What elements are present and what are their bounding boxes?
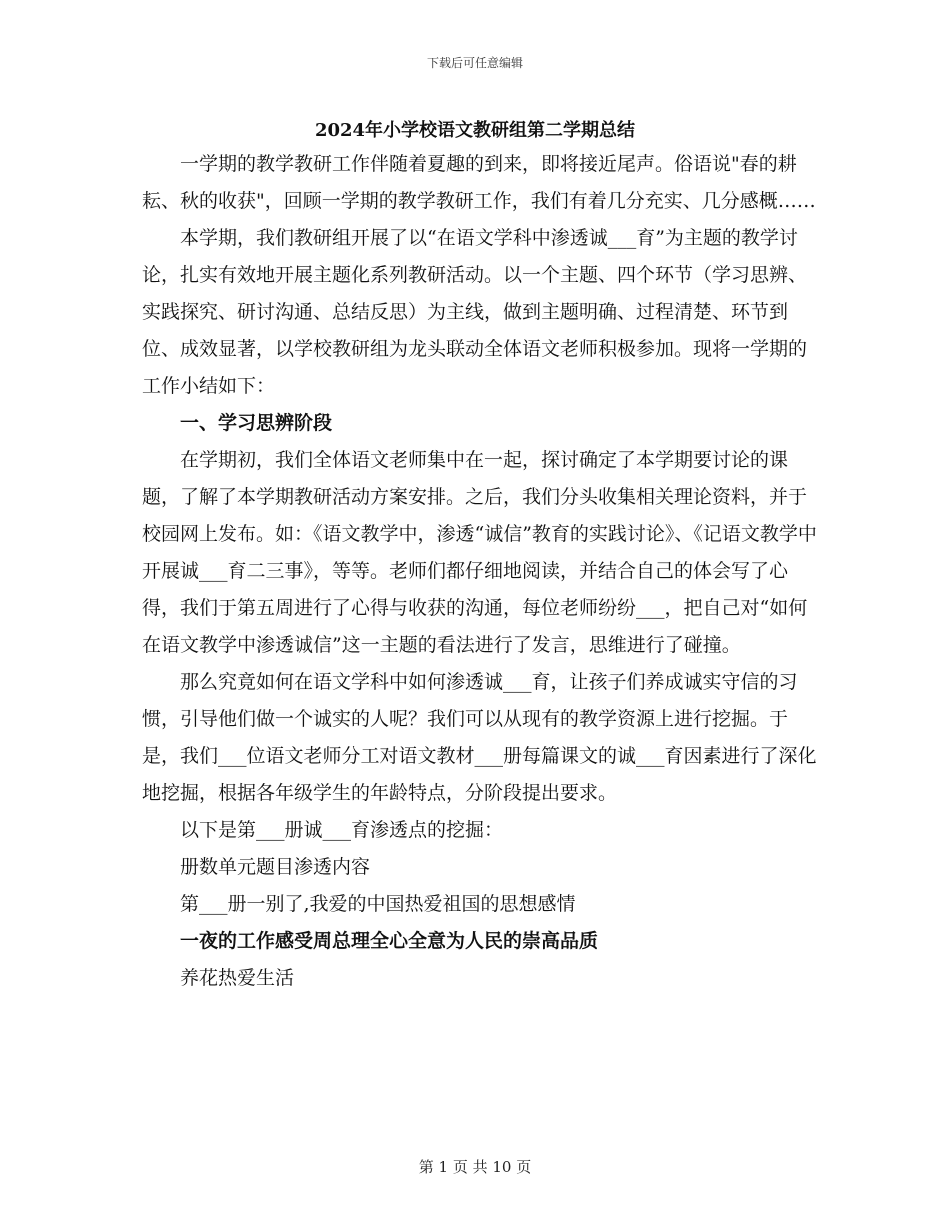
section-heading: 一、学习思辨阶段 [180, 412, 333, 434]
paragraph-row-3: 养花热爱生活 [180, 967, 295, 989]
paragraph-study-phase: 在学期初，我们全体语文老师集中在一起，探讨确定了本学期要讨论的课题，了解了本学期教研活动方案安排。之后，我们分头收集相关理论资料，并于校园网上发布。如：《语文教学中，渗透“诚信”教育的实践讨论》、《记语文教学中开展诚___育二三事》，等等。老师们都仔细地阅读，并结合自己的体会写了心得，我们于第五周进行了心得与收获的沟通，每位老师纷纷___，把自己对“如何在语文教学中渗透诚信”这一主题的看法进行了发言，思维进行了碰撞。 [142, 449, 817, 656]
document-title: 2024年小学校语文教研组第二学期总结 [314, 120, 636, 141]
paragraph-overview: 本学期，我们教研组开展了以“在语文学科中渗透诚___育”为主题的教学讨论，扎实有效地开展主题化系列教研活动。以一个主题、四个环节（学习思辨、实践探究、研讨沟通、总结反思）为主线，做到主题明确、过程清楚、环节到位、成效显著，以学校教研组为龙头联动全体语文老师积极参加。现将一学期的工作小结如下： [142, 227, 808, 397]
paragraph-row-1: 第___册一别了,我爱的中国热爱祖国的思想感情 [180, 893, 576, 915]
page-header-note: 下载后可任意编辑 [426, 56, 523, 70]
page-number: 第 1 页 共 10 页 [418, 1158, 532, 1176]
paragraph-table-header: 册数单元题目渗透内容 [180, 856, 371, 878]
paragraph-resources: 那么究竟如何在语文学科中如何渗透诚___育，让孩子们养成诚实守信的习惯，引导他们做一个诚实的人呢？我们可以从现有的教学资源上进行挖掘。于是，我们___位语文老师分工对语文教材___册每篇课文的诚___育因素进行了深化地挖掘，根据各年级学生的年龄特点，分阶段提出要求。 [142, 671, 817, 804]
paragraph-intro: 一学期的教学教研工作伴随着夏趣的到来，即将接近尾声。俗语说"春的耕耘、秋的收获"，回顾一学期的教学教研工作，我们有着几分充实、几分感概…… [142, 153, 816, 212]
paragraph-row-2: 一夜的工作感受周总理全心全意为人民的崇高品质 [180, 930, 599, 952]
paragraph-list-intro: 以下是第___册诚___育渗透点的挖掘： [180, 819, 504, 841]
document-body [142, 146, 822, 997]
